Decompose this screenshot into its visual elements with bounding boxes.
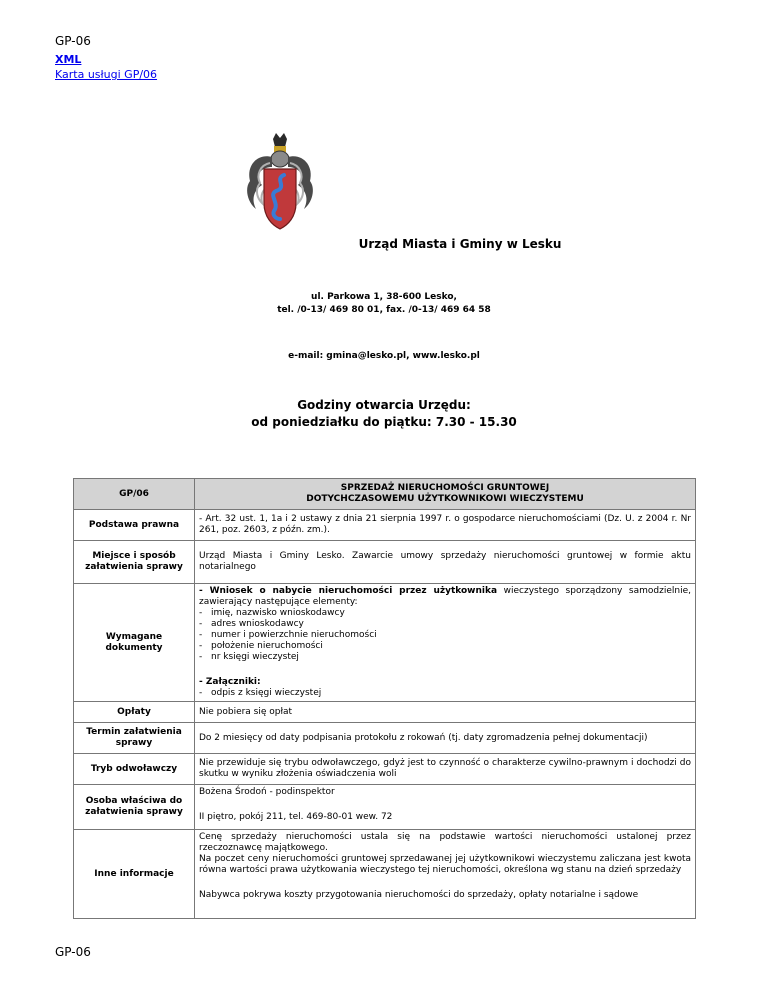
legal-basis-value: - Art. 32 ust. 1, 1a i 2 ustawy z dnia 21 sierpnia 1997 r. o gospodarce nieruchomościami (Dz. U. z 2004 r. Nr 261, poz. 2603, z późn. zm.). bbox=[195, 510, 696, 541]
other-info-paragraph-3: Nabywca pokrywa koszty przygotowania nieruchomości do sprzedaży, opłaty notarialne i sądowe bbox=[199, 890, 639, 900]
office-name: Urząd Miasta i Gminy w Lesku bbox=[358, 237, 562, 251]
application-description bbox=[199, 586, 691, 608]
service-code: GP/06 bbox=[74, 479, 195, 510]
list-item: - numer i powierzchnie nieruchomości bbox=[199, 630, 691, 641]
table-row bbox=[74, 785, 696, 830]
table-header-row bbox=[74, 479, 696, 510]
coat-of-arms-icon bbox=[240, 133, 320, 233]
list-item: - imię, nazwisko wnioskodawcy bbox=[199, 608, 691, 619]
attachments-label: - Załączniki: bbox=[199, 677, 261, 687]
table-row bbox=[74, 584, 696, 702]
service-card-table bbox=[73, 478, 696, 919]
address-line-1: ul. Parkowa 1, 38-600 Lesko, bbox=[311, 292, 457, 302]
other-info-value bbox=[195, 830, 696, 919]
other-info-paragraph-1: Cenę sprzedaży nieruchomości ustala się na podstawie wartości nieruchomości ustalonej przez rzeczoznawcę majątkowego. bbox=[199, 832, 691, 853]
list-item: - odpis z księgi wieczystej bbox=[199, 688, 691, 699]
other-info-label: Inne informacje bbox=[74, 830, 195, 919]
required-documents-label: Wymagane dokumenty bbox=[74, 584, 195, 702]
service-title-line-1: SPRZEDAŻ NIERUCHOMOŚCI GRUNTOWEJ bbox=[340, 483, 550, 493]
table-row bbox=[74, 830, 696, 919]
list-item: - nr księgi wieczystej bbox=[199, 652, 691, 663]
other-info-paragraph-2: Na poczet ceny nieruchomości gruntowej sprzedawanej jej użytkownikowi wieczystemu zaliczana jest kwota równa wartości prawa użytkowania wieczystego tej nieruchomości, określona wg stanu na dzień sprzedaży bbox=[199, 854, 691, 875]
list-item: - położenie nieruchomości bbox=[199, 641, 691, 652]
service-title bbox=[195, 479, 696, 510]
responsible-person-name: Bożena Środoń - podinspektor bbox=[199, 787, 335, 797]
table-row bbox=[74, 702, 696, 723]
opening-hours bbox=[0, 397, 768, 431]
application-rest: wieczystego sporządzony samodzielnie, zawierający następujące elementy: bbox=[199, 586, 691, 607]
table-row bbox=[74, 541, 696, 584]
application-title: - Wniosek o nabycie nieruchomości przez użytkownika bbox=[199, 586, 498, 596]
appeal-value: Nie przewiduje się trybu odwoławczego, gdyż jest to czynność o charakterze cywilno-prawnym i dochodzi do skutku w wyniku złożenia oświadczenia woli bbox=[195, 754, 696, 785]
service-card-link[interactable]: Karta usługi GP/06 bbox=[55, 68, 158, 81]
deadline-value: Do 2 miesięcy od daty podpisania protokołu z rokowań (tj. daty zgromadzenia pełnej dokumentacji) bbox=[195, 723, 696, 754]
legal-basis-label: Podstawa prawna bbox=[74, 510, 195, 541]
fees-label: Opłaty bbox=[74, 702, 195, 723]
opening-hours-days: od poniedziałku do piątku: 7.30 - 15.30 bbox=[251, 415, 517, 429]
responsible-person-value bbox=[195, 785, 696, 830]
required-documents-value bbox=[195, 584, 696, 702]
place-label: Miejsce i sposób załatwienia sprawy bbox=[74, 541, 195, 584]
opening-hours-title: Godziny otwarcia Urzędu: bbox=[297, 398, 471, 412]
contact-line: e-mail: gmina@lesko.pl, www.lesko.pl bbox=[288, 351, 480, 361]
header-code: GP-06 bbox=[55, 34, 91, 48]
responsible-person-contact: II piętro, pokój 211, tel. 469-80-01 wew. 72 bbox=[199, 812, 393, 822]
service-title-line-2: DOTYCHCZASOWEMU UŻYTKOWNIKOWI WIECZYSTEMU bbox=[306, 494, 584, 504]
place-value: Urząd Miasta i Gminy Lesko. Zawarcie umowy sprzedaży nieruchomości gruntowej w formie aktu notarialnego bbox=[195, 541, 696, 584]
list-item: - adres wnioskodawcy bbox=[199, 619, 691, 630]
table-row bbox=[74, 723, 696, 754]
deadline-label: Termin załatwienia sprawy bbox=[74, 723, 195, 754]
footer-code: GP-06 bbox=[55, 945, 91, 959]
address-line-2: tel. /0-13/ 469 80 01, fax. /0-13/ 469 64 58 bbox=[277, 305, 491, 315]
table-row bbox=[74, 754, 696, 785]
table-row bbox=[74, 510, 696, 541]
responsible-person-label: Osoba właściwa do załatwienia sprawy bbox=[74, 785, 195, 830]
xml-link[interactable]: XML bbox=[55, 53, 82, 66]
fees-value: Nie pobiera się opłat bbox=[195, 702, 696, 723]
appeal-label: Tryb odwoławczy bbox=[74, 754, 195, 785]
